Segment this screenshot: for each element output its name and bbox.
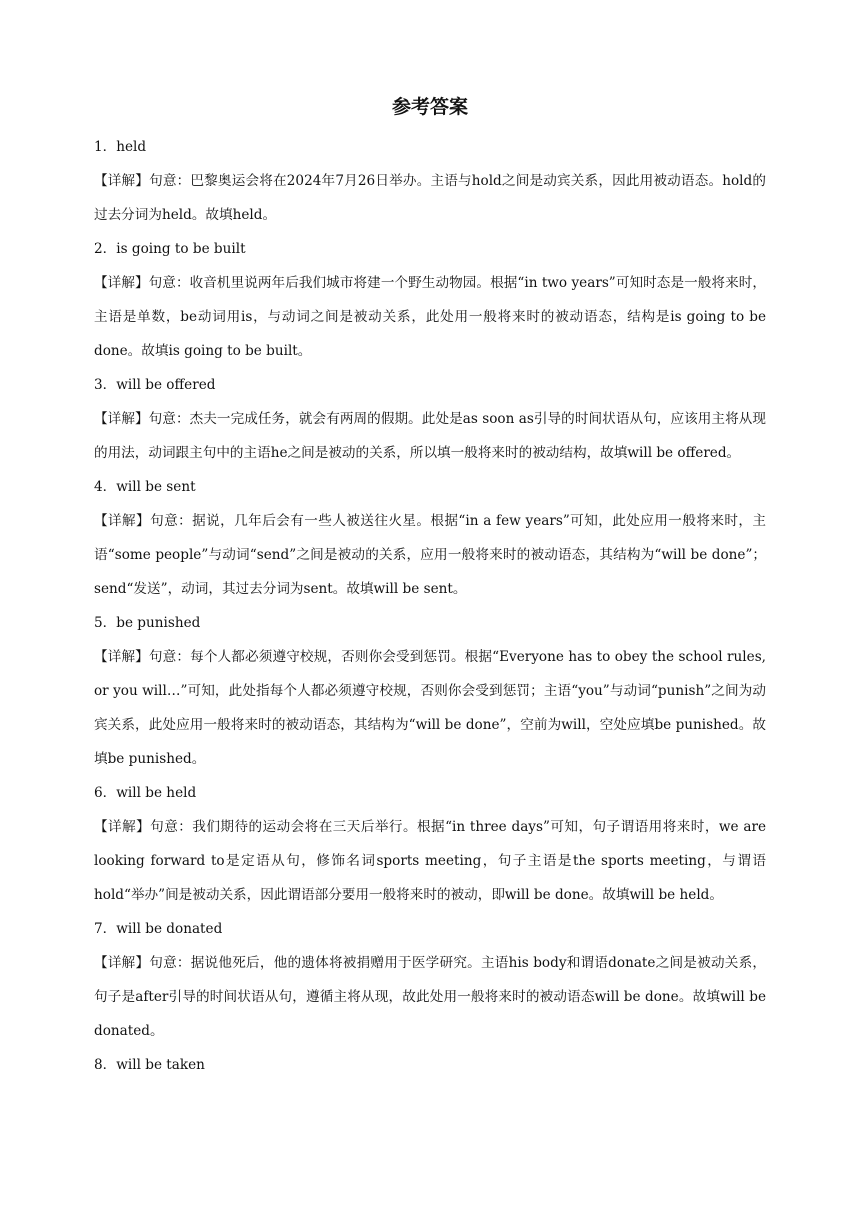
answer-explanation: 【详解】句意：据说他死后，他的遗体将被捐赠用于医学研究。主语his body和谓语donate之间是被动关系，句子是after引导的时间状语从句，遵循主将从现，故此处用一般将来时的被动语态will be done。故填will be donated。 [94, 955, 766, 1039]
answer-explanation: 【详解】句意：我们期待的运动会将在三天后举行。根据“in three days”可知，句子谓语用将来时，we are looking forward to是定语从句，修饰名词sports meeting，句子主语是the sports meeting，与谓语hold“举办”间是被动关系，因此谓语部分要用一般将来时的被动，即will be done。故填will be held。 [94, 819, 766, 903]
answer-explanation: 【详解】句意：巴黎奥运会将在2024年7月26日举办。主语与hold之间是动宾关系，因此用被动语态。hold的过去分词为held。故填held。 [94, 173, 766, 223]
answer-explanation: 【详解】句意：收音机里说两年后我们城市将建一个野生动物园。根据“in two years”可知时态是一般将来时，主语是单数，be动词用is，与动词之间是被动关系，此处用一般将来时的被动语态，结构是is going to be done。故填is going to be built。 [94, 275, 766, 359]
answer-item-2 [94, 232, 766, 368]
answer-item-6 [94, 776, 766, 912]
answer-explanation: 【详解】句意：每个人都必须遵守校规，否则你会受到惩罚。根据“Everyone has to obey the school rules, or you will…”可知，此处指每个人都必须遵守校规，否则你会受到惩罚；主语“you”与动词“punish”之间为动宾关系，此处应用一般将来时的被动语态，其结构为“will be done”，空前为will，空处应填be punished。故填be punished。 [94, 649, 766, 767]
answer-explanation: 【详解】句意：据说，几年后会有一些人被送往火星。根据“in a few years”可知，此处应用一般将来时，主语“some people”与动词“send”之间是被动的关系，应用一般将来时的被动语态，其结构为“will be done”；send“发送”，动词，其过去分词为sent。故填will be sent。 [94, 513, 766, 597]
answer-line: 7．will be donated [94, 921, 223, 937]
answer-item-5 [94, 606, 766, 776]
answer-line: 2．is going to be built [94, 241, 246, 257]
answer-item-3 [94, 368, 766, 470]
page-title: 参考答案 [391, 96, 468, 118]
answer-line: 6．will be held [94, 785, 197, 801]
answer-item-7 [94, 912, 766, 1048]
answer-list [94, 130, 766, 1082]
answer-item-1 [94, 130, 766, 232]
answer-line: 5．be punished [94, 615, 201, 631]
answer-item-8 [94, 1048, 766, 1082]
answer-item-4 [94, 470, 766, 606]
answer-explanation: 【详解】句意：杰夫一完成任务，就会有两周的假期。此处是as soon as引导的时间状语从句，应该用主将从现的用法，动词跟主句中的主语he之间是被动的关系，所以填一般将来时的被动结构，故填will be offered。 [94, 411, 766, 461]
answer-line: 4．will be sent [94, 479, 196, 495]
answer-line: 3．will be offered [94, 377, 216, 393]
answer-line: 1．held [94, 139, 147, 155]
answer-line: 8．will be taken [94, 1057, 205, 1073]
